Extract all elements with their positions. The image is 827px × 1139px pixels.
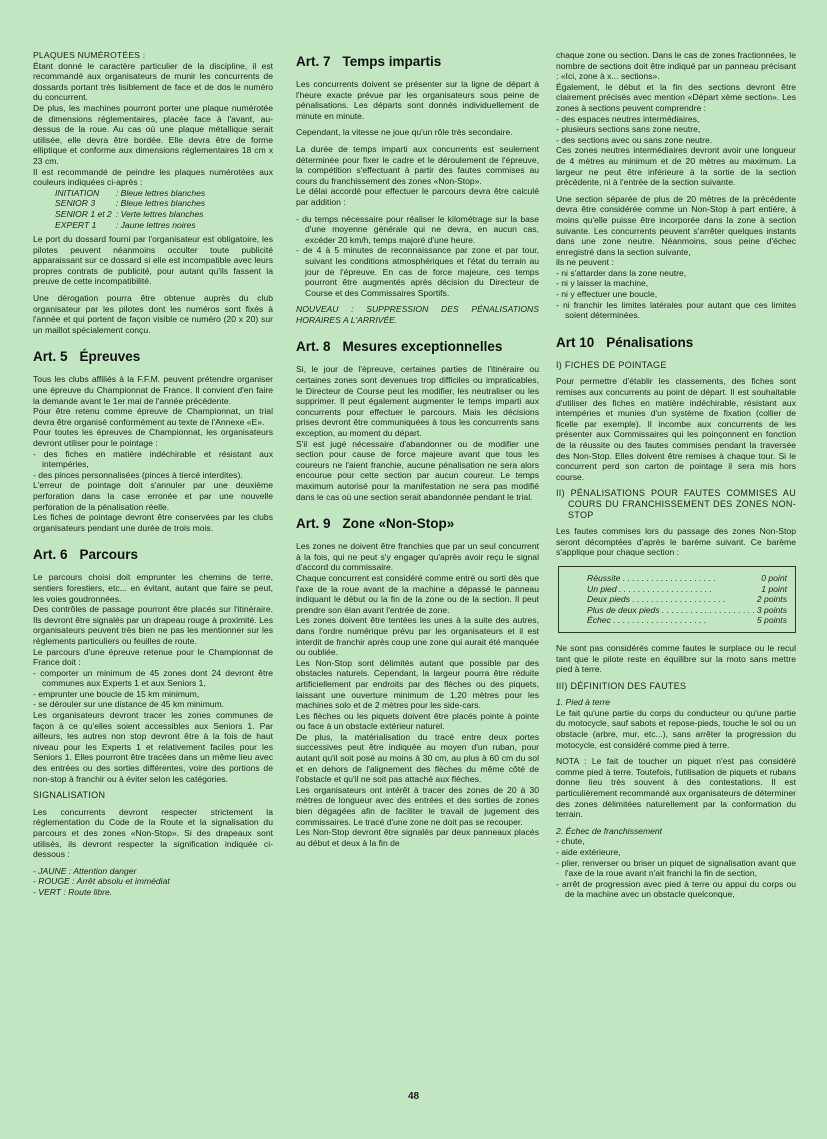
paragraph: Pour permettre d'établir les classements, des fiches sont remises aux concurrents au point de départ. Il est souhaitable d'utiliser des fiches en matière indéchirable, résistant aux intempéries et munies d'un système de fixation (collier de ficelle par exemple). Il incombe aux concurrents de les présenter aux Commissaires qui les poinçonnent en fonction de la réussite ou des fautes commises pendant la traversée des Non-Stop. Elles doivent être remises à chaque tour. Si le concurrent perd son carton de pointage il sera mis hors course. [556,376,796,482]
paragraph: La durée de temps imparti aux concurrents est seulement déterminée pour fixer le cadre et le déroulement de l'épreuve, la compétition s'effectuant à partir des fautes commises au cours du franchissement des zones «Non-Stop». [296,143,539,186]
paragraph: Pour être retenu comme épreuve de Championnat, un trial devra être organisé conformément au texte de l'Annexe «E». [33,406,273,427]
plate-color-row [55,188,209,199]
paragraph: Également, le début et la fin des sections devront être clairement précisés avec mention «Départ xème section». Les zones à sections peuvent comprendre : [556,81,796,113]
penalty-value: 0 point [761,572,787,583]
page-number: 48 [407,1091,420,1102]
category-name: EXPERT 1 [55,219,97,230]
penalty-label: Réussite . . . [587,573,759,584]
penalty-label: Un pied . . . [587,584,759,595]
category-name: SENIOR 3 [55,198,96,209]
list-item: - arrêt de progression avec pied à terre ou appui du corps ou de la machine avec un obstacle quelconque, [556,879,796,900]
list-item: - ROUGE : Arrêt absolu et immédiat [33,876,273,887]
list-item: - VERT : Route libre. [33,887,273,898]
paragraph: Des contrôles de passage pourront être placés sur l'itinéraire. Ils devront être signalés par un drapeau rouge à proximité. Les organisateurs peuvent très bien ne pas les mentionner sur les règlements particuliers ou feuilles de route. [33,604,273,646]
article-number: Art 10 [556,334,595,350]
list-item: - des sections avec ou sans zone neutre. [556,135,796,146]
list-item: - comporter un minimum de 45 zones dont 24 devront être communes aux Experts 1 et aux Seniors 1, [33,668,273,689]
plate-color-row [55,198,209,209]
list-item: - des fiches en matière indéchirable et résistant aux intempéries, [33,449,273,470]
article-title: Temps impartis [342,54,442,69]
paragraph: Pour toutes les épreuves de Championnat, les organisateurs devront utiliser pour le pointage : [33,427,273,448]
paragraph: Ces zones neutres intermédiaires devront avoir une longueur de 4 mètres au minimum et de 20 mètres au maximum. La largeur ne peut être inférieure à la sortie de la section précédente, ni à l'entrée de la section suivante. [556,145,796,188]
paragraph: chaque zone ou section. Dans le cas de zones fractionnées, le nombre de sections doit être indiqué par un panneau précisant : «Ici, zone à x... sections». [556,50,796,82]
penalty-row [587,605,787,616]
article-7-heading [296,54,539,70]
paragraph: De plus, les machines pourront porter une plaque numérotée de dimensions réglementaires, placée face à l'avant, au-dessus de la roue. Au cas où une plaque métallique serait utilisée, elle devra être bordée. Elle devra être de forme elliptique et conforme aux dimensions réglementaires 18 cm x 23 cm. [33,102,273,166]
paragraph: S'il est jugé nécessaire d'abandonner ou de modifier une section pour cause de force majeure avant que tous les coureurs ne l'aient franchie, aucune pénalisation ne sera alors encourue pour cette section par aucun coureur. Le temps maximum autorisé pour la manifestation ne sera pas modifié dans le cas où une section serait abandonnée pendant le trial. [296,438,539,502]
category-color: : Bleue lettres blanches [115,198,206,209]
list-item: - ni franchir les limites latérales pour autant que ces limites soient déterminées. [556,300,796,321]
section-heading: II) PÉNALISATIONS POUR FAUTES COMMISES AU COURS DU FRANCHISSEMENT DES ZONES NON-STOP [556,488,796,520]
definition-title: 1. Pied à terre [556,697,610,708]
article-number: Art. 7 [296,54,331,69]
penalty-value: 2 points [756,594,787,605]
paragraph: Cependant, la vitesse ne joue qu'un rôle très secondaire. [296,127,513,138]
paragraph: Le parcours choisi doit emprunter les chemins de terre, sentiers forestiers, etc... en évitant, autant que faire se peut, les voies goudronnées. [33,572,273,604]
penalty-row [587,584,787,595]
paragraph: Les Non-Stop sont délimités autant que possible par des obstacles naturels. Cependant, la largeur pourra être réduite artificiellement par endroits par des flèches ou des piquets, laissant une ouverture minimum de 1,20 mètres pour les machines solo et de 2 mètres pour les side-cars. [296,657,539,711]
penalty-label: Échec . . . [587,615,755,626]
list [33,668,273,710]
category-color: : Bleue lettres blanches [115,187,206,198]
article-6-heading [33,547,273,563]
section-heading: III) DÉFINITION DES FAUTES [556,680,687,691]
penalty-label: Deux pieds . . . [587,594,755,605]
paragraph: Les zones ne doivent être franchies que par un seul concurrent à la fois, qui ne peut s'y engager qu'après avoir reçu le signal d'accord du commissaire. [296,541,539,573]
article-title: Épreuves [79,349,141,365]
list-item: - des pinces personnalisées (pinces à tiercé interdites). [33,470,273,481]
paragraph: Ne sont pas considérés comme fautes le surplace ou le recul tant que le pilote reste en équilibre sur la moto sans mettre pied à terre. [556,642,796,675]
paragraph: Le fait qu'une partie du corps du conducteur ou qu'une partie du motocycle, sauf sabots et repose-pieds, touche le sol ou un obstacle (arbre, mur, etc...), sans arrêter la progression du motocycle, est considéré comme pied à terre. [556,707,796,750]
penalty-value: 1 point [761,583,787,594]
list-item: - emprunter une boucle de 15 km minimum, [33,689,273,700]
article-8-heading [296,339,539,355]
paragraph: ils ne peuvent : [556,257,614,268]
category-name: INITIATION [55,187,100,198]
article-title: Mesures exceptionnelles [342,339,503,355]
list [33,449,273,481]
paragraph: Les concurrents devront respecter strictement la réglementation du Code de la Route et la signalisation du parcours et des zones «Non-Stop». Si des drapeaux sont utilisés, ils devront respecter la signification indiquée ci-dessous : [33,806,273,860]
list-item: - plier, renverser ou briser un piquet de signalisation avant que l'axe de la roue avant n'ait franchi la fin de section, [556,858,796,879]
list [556,268,796,321]
article-title: Zone «Non-Stop» [342,516,455,532]
column-left [33,50,273,904]
paragraph: Les flèches ou les piquets doivent être placés pointe à pointe ou face à un obstacle extérieur naturel. [296,710,539,732]
paragraph: Les fautes commises lors du passage des zones Non-Stop seront décomptées d'après le barème suivant. Ce barème s'applique pour chaque section : [556,526,796,558]
article-title: Pénalisations [606,334,694,350]
list-item: - JAUNE : Attention danger [33,866,273,877]
paragraph: Une dérogation pourra être obtenue auprès du club organisateur par les pilotes dont les numéros sont fixés à l'année et qui portent de façon visible ce numéro (20 x 20) sur un maillot spécialement conçu. [33,293,273,335]
paragraph: Étant donné le caractère particulier de la discipline, il est recommandé aux organisateurs de munir les concurrents de dossards portant très lisiblement de face et de dos le numéro du concurrent. [33,60,273,103]
article-5-heading [33,349,273,365]
list-item: - chute, [556,836,796,847]
paragraph: Les Non-Stop devront être signalés par deux panneaux placés au début et deux à la fin de [296,827,539,848]
list-item: - de 4 à 5 minutes de reconnaissance par zone et par tour, suivant les conditions atmosphériques et l'état du terrain au jour de l'épreuve. En cas de force majeure, ces temps pourront être augmentés après décision du Directeur de Course et des Commissaires Sportifs. [296,245,539,298]
article-title: Parcours [79,547,139,563]
article-number: Art. 6 [33,547,68,563]
article-number: Art. 8 [296,339,331,355]
penalty-scale-box [558,566,796,633]
plate-color-row [55,209,209,220]
section-heading: I) FICHES DE POINTAGE [556,359,667,370]
penalty-row [587,594,787,605]
plaques-heading: PLAQUES NUMÉROTÉES : [33,50,146,60]
signalisation-heading: SIGNALISATION [33,790,106,801]
paragraph: Si, le jour de l'épreuve, certaines parties de l'itinéraire ou certaines zones sont devenues trop difficiles ou impraticables, le Directeur de Course peut les modifier, les neutraliser ou les supprimer. Il peut également augmenter le temps imparti aux concurrents pour effectuer le parcours. Mais les décisions prises devront être communiquées à tous les concurrents sans exception, au moment du départ. [296,364,539,439]
flag-list [33,866,273,898]
column-middle [296,54,539,848]
penalty-value: 5 points [756,615,787,626]
list-item: - ni s'attarder dans la zone neutre, [556,268,796,279]
paragraph: De plus, la matérialisation du tracé entre deux portes successives peut être indiquée au moyen d'un ruban, pour autant qu'il soit posé au moins à 30 cm, au plus à 60 cm du sol et en dehors de l'alignement des flèches du même côté de l'obstacle et qu'il ne soit pas attaché aux flèches. [296,731,539,785]
paragraph: NOTA : Le fait de toucher un piquet n'est pas considéré comme pied à terre. Toutefois, l'utilisation de piquets et rubans donne lieu très souvent à des contestations. Il est particulièrement recommandé aux organisateurs de déterminer des zones délimitées naturellement par la conformation du terrain. [556,756,796,820]
paragraph: Chaque concurrent est considéré comme entré ou sorti dès que l'axe de la roue avant de la machine a dépassé le panneau indiquant le début ou la fin de la zone ou de la section. Il peut prendre son élan avant l'entrée de zone. [296,572,539,615]
note: NOUVEAU : SUPPRESSION DES PÉNALISATIONS HORAIRES A L'ARRIVÉE. [296,304,539,325]
plate-colors-table [55,188,209,230]
paragraph: Une section séparée de plus de 20 mètres de la précédente devra être considérée comme un Non-Stop à part entière, à moins qu'elle puisse être incorporée dans la zone à section suivante. Les concurrents peuvent s'arrêter quelques instants dans une zone neutre. Néanmoins, sous peine d'échec enregistré dans la section suivante, [556,193,796,257]
paragraph: Tous les clubs affiliés à la F.F.M. peuvent prétendre organiser une épreuve du Championnat de France. Il convient d'en faire la demande avant le 1er mai de l'année précédente. [33,374,273,406]
paragraph: L'erreur de pointage doit s'annuler par une deuxième perforation dans la case erronée et par une nouvelle perforation de la pénalisation réelle. [33,480,273,512]
list-item: - ni y effectuer une boucle, [556,289,796,300]
list [556,836,796,900]
paragraph: Le port du dossard fourni par l'organisateur est obligatoire, les pilotes peuvent néanmoins occulter toute publicité apparaissant sur ce dossard si elle est incompatible avec leurs propres contrats de publicité, pour autant qu'ils fassent la preuve de cette incompatibilité. [33,234,273,287]
definition-title: 2. Échec de franchissement [556,825,663,836]
penalty-value: 3 points [756,604,787,615]
paragraph: Les concurrents doivent se présenter sur la ligne de départ à l'heure exacte prévue par les organisateurs sous peine de pénalisations. Les départs sont donnés individuellement de minute en minute. [296,79,539,121]
article-number: Art. 9 [296,516,331,532]
paragraph: Le délai accordé pour effectuer le parcours devra être calculé par addition : [296,186,539,207]
list-item: - du temps nécessaire pour réaliser le kilométrage sur la base d'une moyenne générale qui ne devra, en aucun cas, excéder 20 km/h, temps majoré d'une heure. [296,214,539,246]
paragraph: Les organisateurs devront tracer les zones communes de façon à ce qu'elles soient accessibles aux Seniors 1. Par ailleurs, les autres non stop devront être à la fois de haut niveau pour les Experts 1 et relativement faciles pour les Seniors 1. Elles pourront être tracées dans un même lieu avec des entrées ou des sorties différentes, voire des portions de non-stop à franchir ou à éviter selon les catégories. [33,710,273,784]
category-name: SENIOR 1 et 2 [55,208,112,219]
paragraph: Les fiches de pointage devront être conservées par les clubs organisateurs pendant une durée de trois mois. [33,512,273,533]
list-item: - aide extérieure, [556,847,796,858]
article-9-heading [296,516,539,532]
category-color: : Verte lettres blanches [115,208,204,219]
list-item: - se dérouler sur une distance de 45 km minimum. [33,699,273,710]
penalty-label: Plus de deux pieds . . . [587,605,755,616]
list-item: - ni y laisser la machine, [556,278,796,289]
paragraph: Les zones doivent être tentées les unes à la suite des autres, dans l'ordre numérique prévu par les organisateurs et il est interdit de franchir après coup une zone qui aurait été manquée ou oubliée. [296,615,539,658]
column-right [556,50,796,906]
paragraph: Les organisateurs ont intérêt à tracer des zones de 20 à 30 mètres de longueur avec des entrées et des sorties de zones bien dégagées afin de faciliter le travail de jugement des commissaires. Le tracé d'une zone ne doit pas se recouper. [296,784,539,827]
paragraph: Il est recommandé de peindre les plaques numérotées aux couleurs indiquées ci-après : [33,166,273,188]
plate-color-row [55,220,209,231]
list [296,214,539,299]
list-item: - des espaces neutres intermédiaires, [556,114,796,125]
list-item: - plusieurs sections sans zone neutre, [556,124,796,135]
penalty-row [587,573,787,584]
article-number: Art. 5 [33,349,68,365]
paragraph: Le parcours d'une épreuve retenue pour le Championnat de France doit : [33,646,273,668]
penalty-row [587,615,787,626]
list [556,114,796,146]
category-color: : Jaune lettres noires [115,219,196,230]
article-10-heading [556,335,796,351]
